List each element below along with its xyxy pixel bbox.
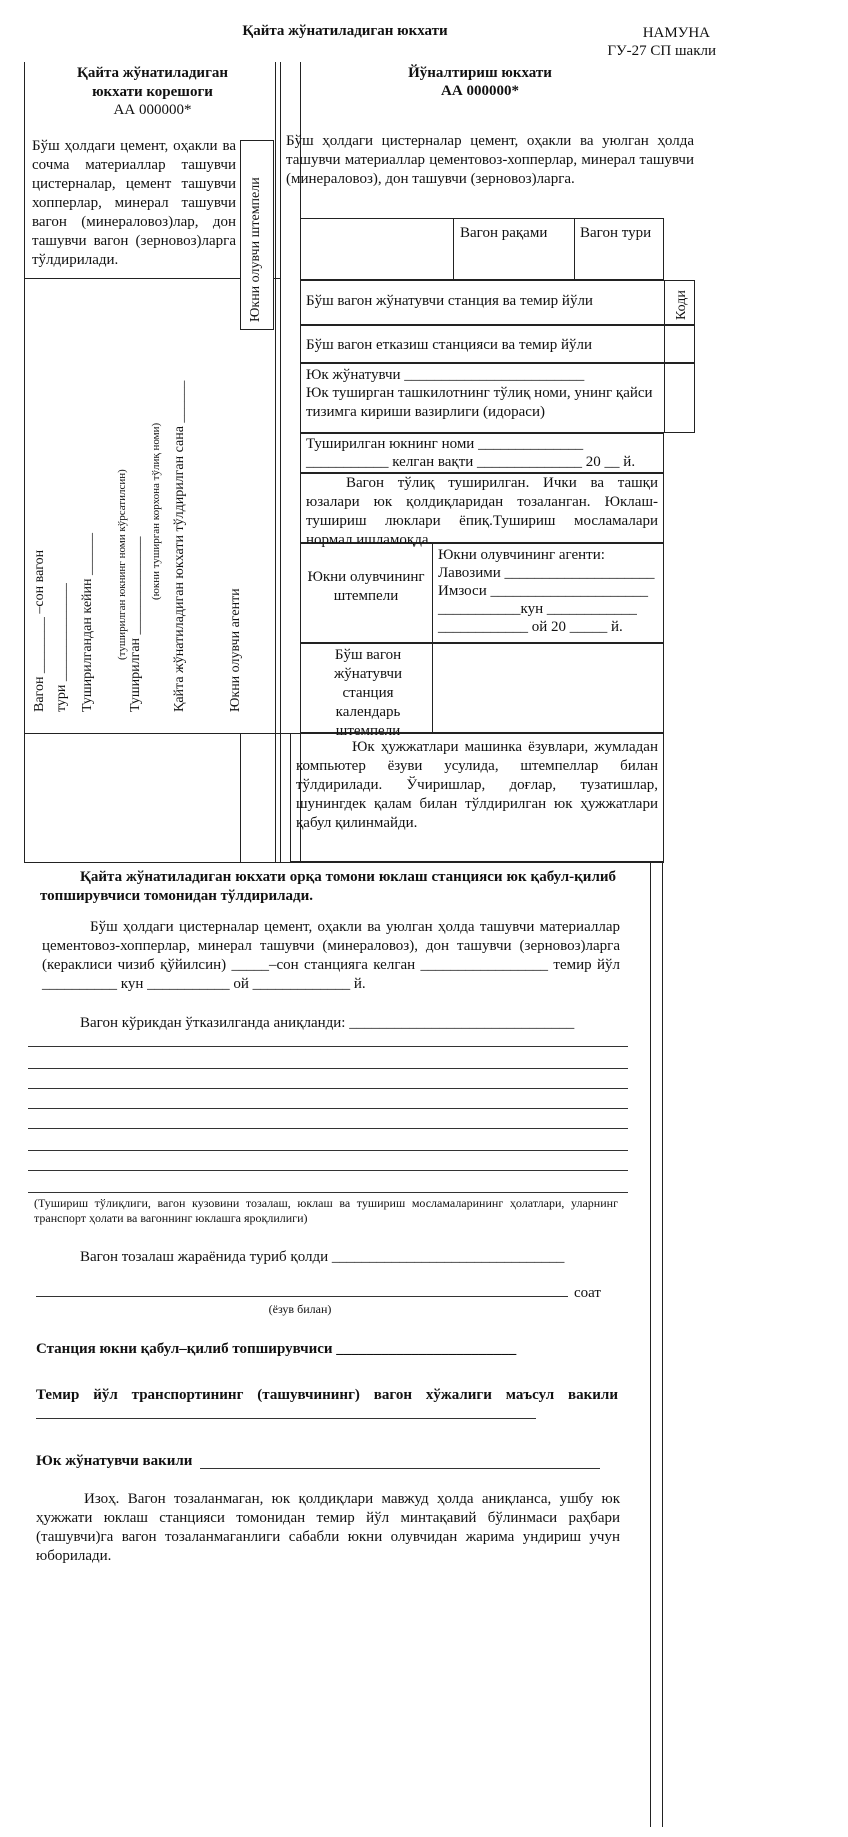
shipper-line: Юк жўнатувчи ________________________ (306, 367, 585, 383)
blank-line-7[interactable] (28, 1170, 628, 1171)
stub-issued-field: Қайта жўнатиладиган юкхати тўлдирилган сана ______ (172, 380, 187, 712)
stub-bottom-divider (240, 733, 241, 863)
form-title: Қайта жўнатиладиган юкхати (242, 23, 448, 39)
main-description: Бўш ҳолдаги цистерналар цемент, оҳакли ва уюлган ҳолда ташувчи материаллар цементовоз-хопперлар, минерал ташувчи (минераловоз), дон ташувчи (зерновоз)ларга. (286, 133, 694, 187)
stub-title-2: юкхати корешоги (92, 84, 213, 100)
agent-position: Лавозими ____________________ (438, 565, 655, 581)
station-clerk: Станция юкни қабул–қилиб топширувчиси ________________________ (36, 1341, 517, 1357)
hours-blank[interactable] (36, 1296, 568, 1297)
stub-number: АА 000000* (113, 102, 192, 118)
agent-title: Юкни олувчининг агенти: (438, 547, 605, 563)
unloaded-name: Туширилган юкнинг номи ______________ (306, 436, 584, 452)
stub-unloaded-field: Туширилган ______________ (128, 536, 143, 712)
sample-label: НАМУНА (642, 25, 710, 41)
code-label: Коди (674, 290, 689, 320)
frame-mid-line (24, 862, 664, 863)
shipper-rep: Юк жўнатувчи вакили (36, 1453, 193, 1469)
agent-day: ___________кун ____________ (438, 601, 637, 617)
arrival-time: ___________ келган вақти ______________ 20 __ й. (306, 454, 636, 470)
frame-divider-1 (280, 62, 281, 862)
back-heading: Қайта жўнатиладиган юкхати орқа томони юклаш станцияси юк қабул-қилиб топширувчиси томонидан тўлдирилади. (40, 869, 616, 904)
stamp-column-label: Юкни олувчи штемпели (248, 177, 263, 322)
blank-line-2[interactable] (28, 1068, 628, 1069)
agent-month-year: ____________ ой 20 _____ й. (438, 619, 623, 635)
documents-note: Юк ҳужжатлари машинка ёзувлари, жумладан компьютер ёзуви усулида, штемпеллар билан тўлдирилади. Ўчиришлар, доғлар, тузатишлар, шунингдек қалам билан тўлдирилган юк ҳужжатлари қабул қилинмайди. (296, 739, 658, 831)
blank-line-5[interactable] (28, 1128, 628, 1129)
shipper-desc: Юк туширган ташкилотнинг тўлиқ номи, унинг қайси тизимга кириши вазирлиги (идораси) (306, 385, 653, 420)
unloaded-fully: Вагон тўлиқ туширилган. Ички ва ташқи юзалари юк қолдиқларидан тозаланган. Юклаш-тушириш люклари ёпиқ.Тушириш мосламалари нормал ишламоқда. (306, 475, 658, 548)
calendar-stamp-label: Бўш вагон жўнатувчи станция календарь штемпели (333, 647, 403, 739)
receiver-stamp-label: Юкни олувчининг штемпели (307, 569, 425, 604)
frame-back-right (650, 862, 651, 1827)
in-words-label: (ёзув билан) (268, 1302, 332, 1316)
agent-signature: Имзоси _____________________ (438, 583, 648, 599)
frame-back-right-2 (662, 862, 663, 1827)
inspection-line: Вагон кўрикдан ўтказилганда аниқланди: ______________________________ (80, 1015, 575, 1031)
stub-after-unload-field: Туширилгандан кейин ______ (80, 532, 95, 712)
main-number: АА 000000* (441, 83, 519, 99)
cleaning-line: Вагон тозалаш жараёнида туриб қолди _______________________________ (80, 1249, 565, 1265)
stub-wagon-field: Вагон ________ –сон вагон (32, 549, 47, 712)
back-paragraph: Бўш ҳолдаги цистерналар цемент, оҳакли ва уюлган ҳолда ташувчи материаллар цементовоз-хопперлар, минерал ташувчи (минераловоз), дон ташувчи (зерновоз)ларга (кераклиси чизиб қўйилсин) _____–сон станцияга келган _________________ темир йўл __________ кун ___________ ой _____________ й. (42, 919, 620, 992)
dest-station-label: Бўш вагон етказиш станцияси ва темир йўли (306, 337, 592, 353)
wagon-number-label: Вагон рақами (460, 225, 548, 241)
blank-line-1[interactable] (28, 1046, 628, 1047)
stub-type-field: тури ______________ (54, 583, 69, 712)
stub-receiver-agent: Юкни олувчи агенти (228, 588, 243, 712)
rail-rep: Темир йўл транспортининг (ташувчининг) вагон хўжалиги маъсул вакили (36, 1387, 618, 1403)
stub-unloaded-cargo-note: (туширилган юкнинг номи кўрсатилсин) (116, 469, 128, 660)
dep-station-label: Бўш вагон жўнатувчи станция ва темир йўли (306, 293, 593, 309)
stub-description: Бўш ҳолдаги цемент, оҳакли ва сочма материаллар ташувчи цистерналар, цемент ташувчи хопперлар, минерал ташувчи вагон (минераловоз)лар, дон ташувчи вагон (зерновоз)ларга тўлдирилади. (32, 138, 236, 268)
blank-line-3[interactable] (28, 1088, 628, 1089)
blank-line-4[interactable] (28, 1108, 628, 1109)
frame-left (24, 62, 25, 862)
form-code: ГУ-27 СП шакли (607, 43, 716, 59)
blank-line-8[interactable] (28, 1192, 628, 1193)
blank-line-6[interactable] (28, 1150, 628, 1151)
rail-rep-blank[interactable] (36, 1418, 536, 1419)
wagon-type-label: Вагон тури (580, 225, 652, 241)
main-title: Йўналтириш юкхати (408, 65, 552, 81)
stub-bottom-line (24, 733, 300, 734)
shipper-rep-blank[interactable] (200, 1468, 600, 1469)
wagon-table-div1 (453, 218, 454, 280)
hours-label: соат (574, 1285, 601, 1301)
stub-title-1: Қайта жўнатиладиган (76, 65, 229, 81)
frame-divider-1b (275, 62, 276, 862)
inspection-note: (Тушириш тўлиқлиги, вагон кузовини тозалаш, юклаш ва тушириш мосламаларининг ҳолатлари, уларнинг транспорт ҳолати ва вагоннинг юклашга яроқлилиги) (34, 1196, 618, 1225)
footnote: Изоҳ. Вагон тозаланмаган, юк қолдиқлари мавжуд ҳолда аниқланса, ушбу юк ҳужжати юклаш станцияси томонидан темир йўл минтақавий бўлинмаси раҳбари (ташувчи)га вагон тозаланмаганлиги сабабли юкни олувчидан жарима ундириш учун юборилади. (36, 1491, 620, 1564)
stub-org-note: (юкни туширган корхона тўлиқ номи) (150, 422, 162, 600)
wagon-table-div2 (574, 218, 575, 280)
